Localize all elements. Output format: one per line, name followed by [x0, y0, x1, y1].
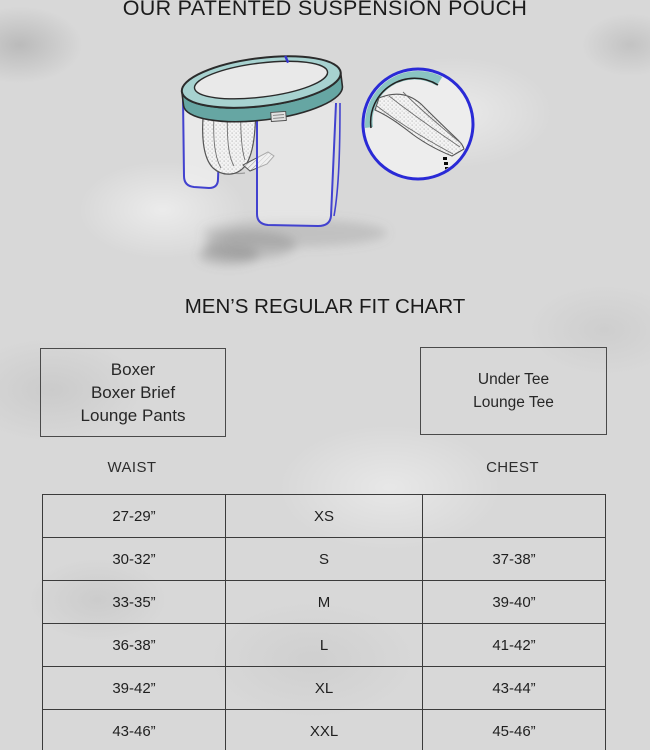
size-table — [42, 494, 606, 750]
waist-cell: 27-29” — [43, 495, 226, 538]
chest-cell: 43-44” — [423, 667, 606, 710]
size-cell: XL — [226, 667, 423, 710]
chest-label: CHEST — [486, 459, 539, 476]
waistband-tag — [271, 111, 287, 121]
category-line: Boxer Brief — [90, 383, 176, 402]
page-title: OUR PATENTED SUSPENSION POUCH — [122, 0, 528, 20]
waist-cell: 39-42” — [43, 667, 226, 710]
size-cell: M — [226, 581, 423, 624]
waist-cell: 36-38” — [43, 624, 226, 667]
suspension-pouch-illustration — [155, 48, 495, 278]
size-cell: S — [226, 538, 423, 581]
chest-cell: 37-38” — [423, 538, 606, 581]
bottoms-category-box — [40, 348, 226, 437]
waist-cell: 33-35” — [43, 581, 226, 624]
size-cell: XXL — [226, 710, 423, 750]
chest-cell: 39-40” — [423, 581, 606, 624]
fit-chart-heading: MEN’S REGULAR FIT CHART — [184, 295, 466, 318]
category-line: Lounge Tee — [473, 394, 554, 411]
tops-category-box — [420, 347, 607, 435]
category-line: Under Tee — [477, 371, 550, 388]
category-line: Boxer — [110, 360, 156, 379]
waist-cell: 43-46” — [43, 710, 226, 750]
garment-front-leg — [257, 103, 340, 226]
chest-cell: 41-42” — [423, 624, 606, 667]
category-line: Lounge Pants — [80, 406, 186, 425]
detail-circle — [363, 69, 473, 179]
waist-label: WAIST — [107, 459, 157, 476]
table-row — [43, 624, 606, 667]
table-row — [43, 710, 606, 750]
table-row — [43, 495, 606, 538]
chest-cell — [423, 495, 606, 538]
size-cell: XS — [226, 495, 423, 538]
table-row — [43, 538, 606, 581]
waist-cell: 30-32” — [43, 538, 226, 581]
chest-cell: 45-46” — [423, 710, 606, 750]
size-cell: L — [226, 624, 423, 667]
table-row — [43, 581, 606, 624]
table-row — [43, 667, 606, 710]
